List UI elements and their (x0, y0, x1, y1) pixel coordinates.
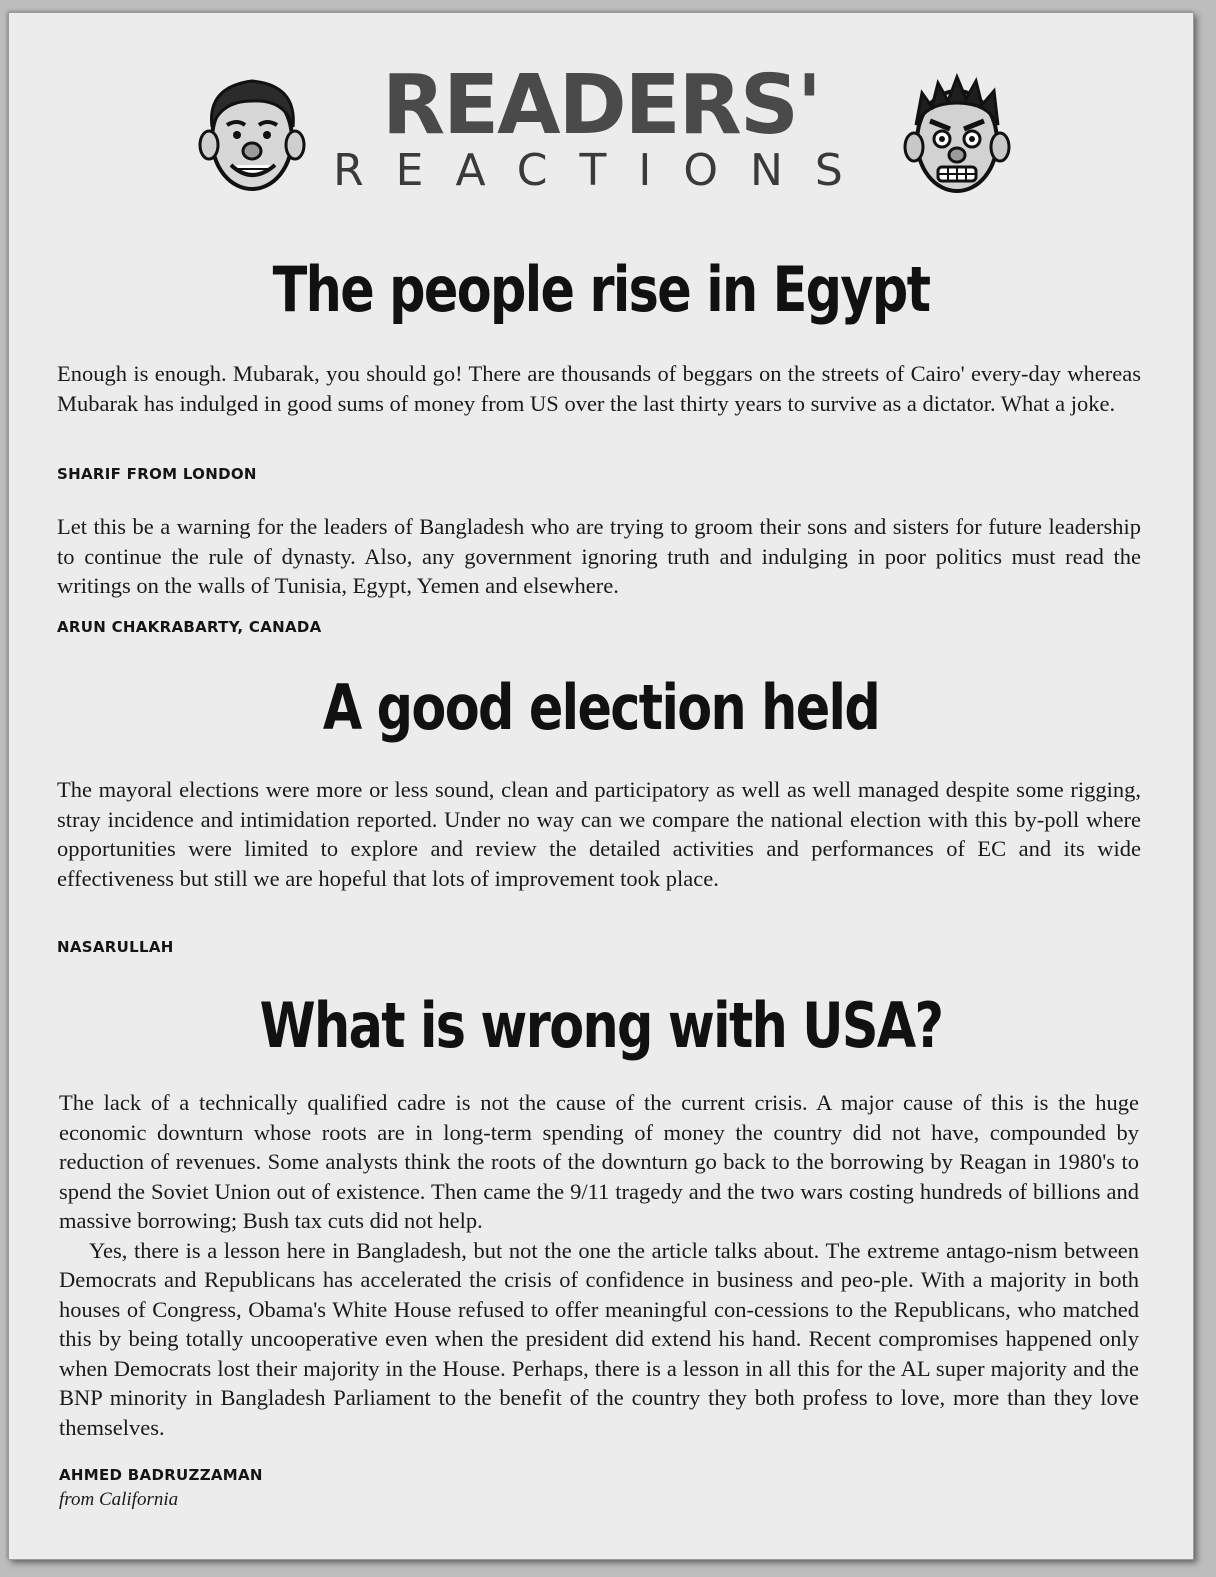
headline-egypt: The people rise in Egypt (272, 253, 930, 326)
letter-paragraph: Let this be a warning for the leaders of Bangladesh who are trying to groom their sons and sisters for future leadership to continue the rule of dynasty. Also, any government ignoring truth and indulging in poor politics must read the writings on the walls of Tunisia, Egypt, Yemen and elsewhere. (57, 514, 1141, 598)
letter-body (57, 359, 1141, 418)
letter-author: AHMED BADRUZZAMAN (59, 1466, 263, 1484)
letter-author: ARUN CHAKRABARTY, CANADA (57, 618, 322, 636)
masthead (9, 58, 1193, 211)
masthead-subtitle: REACTIONS (333, 145, 875, 196)
angry-caricature-icon (902, 67, 1012, 197)
letter-paragraph: Yes, there is a lesson here in Bangladesh, but not the one the article talks about. The extreme antago-nism between Democrats and Republicans has accelerated the crisis of confidence in business and peo-ple. With a majority in both houses of Congress, Obama's White House refused to offer meaningful con-cessions to the Republicans, who matched this by being totally uncooperative even when the president did extend his hand. Recent compromises happened only when Democrats lost their majority in the House. Perhaps, there is a lesson in all this for the AL super majority and the BNP minority in Bangladesh Parliament to the benefit of the country they both profess to love, more than they love themselves. (59, 1237, 1139, 1440)
letter-paragraph: Enough is enough. Mubarak, you should go! There are thousands of beggars on the streets of Cairo' every-day whereas Mubarak has indulged in good sums of money from US over the last thirty years to survive as a dictator. What a joke. (57, 361, 1141, 416)
headline-usa: What is wrong with USA? (259, 989, 943, 1062)
letter-author: NASARULLAH (57, 938, 174, 956)
letter-body (57, 775, 1141, 893)
newspaper-page (8, 12, 1194, 1560)
letter-body (57, 512, 1141, 601)
letter-body (59, 1088, 1139, 1442)
letter-paragraph: The lack of a technically qualified cadre is not the cause of the current crisis. A major cause of this is the huge economic downturn whose roots are in long-term spending of money the country did not have, compounded by reduction of revenues. Some analysts think the roots of the downturn go back to the borrowing by Reagan in 1980's to spend the Soviet Union out of existence. Then came the 9/11 tragedy and the two wars costing hundreds of billions and massive borrowing; Bush tax cuts did not help. (59, 1090, 1139, 1233)
masthead-title: READERS' (381, 58, 820, 153)
letter-paragraph: The mayoral elections were more or less sound, clean and participatory as well as well managed despite some rigging, stray incidence and intimidation reported. Under no way can we compare the national election with this by-poll where opportunities were limited to explore and review the detailed activities and performances of EC and its wide effectiveness but still we are hopeful that lots of improvement took place. (57, 777, 1141, 891)
letter-author-location: from California (59, 1489, 179, 1510)
letter-author: SHARIF FROM LONDON (57, 465, 257, 483)
headline-election: A good election held (322, 671, 880, 744)
